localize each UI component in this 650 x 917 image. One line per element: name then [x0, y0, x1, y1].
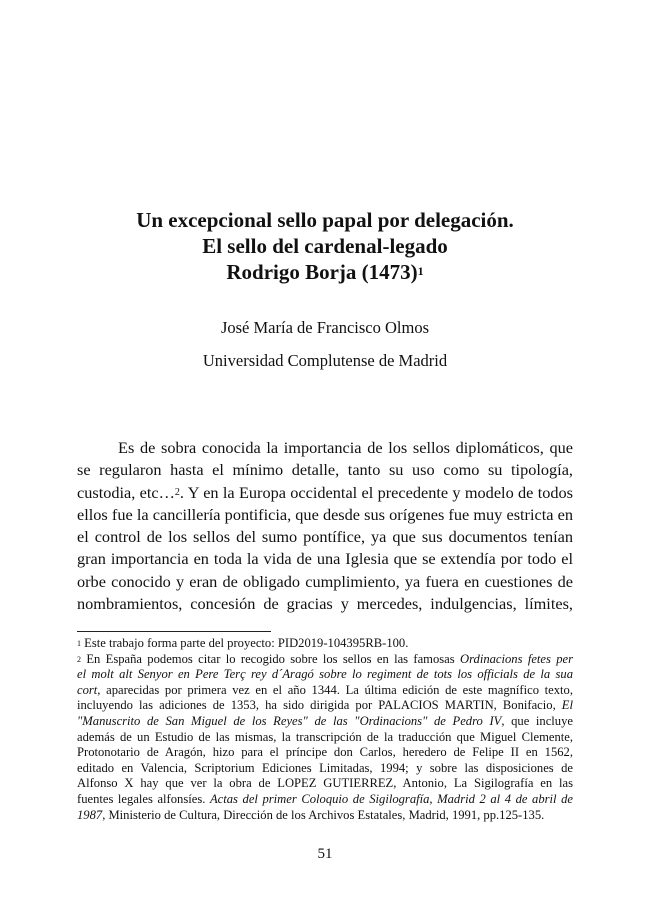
footnote-2-line [77, 683, 573, 699]
title-line-3 [0, 259, 650, 285]
footnote-italic-text: 1987 [77, 807, 103, 822]
footnote-text: fuentes legales alfonsíes. [77, 791, 210, 806]
body-line: ellos fue la cancillería pontificia, que desde sus orígenes fue muy estricta en [77, 504, 573, 524]
body-paragraph [77, 437, 573, 615]
footnote-2-line: editado en Valencia, Scriptorium Ediciones Limitadas, 1994; y sobre las disposiciones de [77, 760, 573, 775]
footnote-2-line [77, 808, 573, 824]
footnote-italic-text: cort [77, 682, 98, 697]
author-name: José María de Francisco Olmos [220, 318, 430, 337]
footnote-italic-text: "Manuscrito de San Miguel de los Reyes" de las "Ordinacions" de Pedro IV [77, 713, 502, 728]
footnote-2-line: Alfonso X hay que ver la obra de LOPEZ GUTIERREZ, Antonio, La Sigilografía en las [77, 776, 573, 791]
title-footnote-ref[interactable]: 1 [417, 264, 424, 278]
body-line: el control de los sellos del sumo pontífice, ya que sus documentos tenían [77, 527, 573, 547]
footnote-number: 2 [77, 654, 81, 664]
footnote-2-line [77, 792, 573, 808]
article-title [0, 207, 650, 285]
footnote-2-line [77, 698, 573, 714]
page-number: 51 [317, 846, 333, 862]
footnote-number: 1 [77, 639, 81, 648]
body-text-segment: . Y en la Europa occidental el precedente y modelo de todos [179, 482, 574, 502]
footnote-italic-text: El [561, 698, 573, 713]
title-line-2: El sello del cardenal-legado [202, 234, 448, 258]
footnote-divider [77, 631, 271, 632]
author-affiliation: Universidad Complutense de Madrid [202, 351, 448, 370]
footnote-2-line [77, 652, 573, 668]
body-line [77, 482, 573, 504]
title-line-1: Un excepcional sello papal por delegación. [136, 208, 514, 232]
footnote-italic-text: Actas del primer Coloquio de Sigilografía, Madrid 2 al 4 de abril de [209, 791, 573, 806]
body-text-segment: custodia, etc… [77, 482, 175, 502]
footnote-text: Este trabajo forma parte del proyecto: PID2019-104395RB-100. [81, 636, 409, 650]
footnote-text: En España podemos citar lo recogido sobre los sellos en las famosas [81, 651, 460, 666]
footnote-italic-text: Ordinacions fetes per [460, 651, 574, 666]
footnote-text: , que incluye [501, 713, 573, 728]
footnote-2-line [77, 714, 573, 730]
footnote-1 [77, 636, 573, 652]
body-line: orbe conocido y eran de obligado cumplimiento, ya fuera en cuestiones de [77, 571, 573, 591]
body-line: nombramientos, concesión de gracias y mercedes, indulgencias, límites, [77, 594, 573, 614]
body-line: gran importancia en toda la vida de una Iglesia que se extendía por todo el [77, 549, 573, 569]
body-line: se regularon hasta el mínimo detalle, tanto su uso como su tipología, [77, 460, 573, 480]
footnote-text: , aparecidas por primera vez en el año 1344. La última edición de este magnífico texto, [97, 682, 573, 697]
footnote-2-line: el molt alt Senyor en Pere Terç rey d´Aragó sobre lo regiment de tots los officials de la sua [77, 667, 573, 682]
body-line: Es de sobra conocida la importancia de los sellos diplomáticos, que [118, 438, 573, 457]
footnote-2-line: además de un Estudio de las mismas, la transcripción de la traducción que Miguel Clemente, [77, 729, 573, 744]
footnotes [77, 636, 573, 823]
footnote-ref-2[interactable]: 2 [174, 486, 180, 498]
title-line-3-text: Rodrigo Borja (1473) [226, 260, 418, 284]
footnote-text: incluyendo las adiciones de 1353, ha sido dirigida por PALACIOS MARTIN, Bonifacio, [77, 698, 562, 713]
footnote-2-line: Protonotario de Aragón, hizo para el príncipe don Carlos, heredero de Felipe II en 1562, [77, 745, 573, 760]
footnote-text: , Ministerio de Cultura, Dirección de los Archivos Estatales, Madrid, 1991, pp.125-135. [102, 807, 545, 822]
